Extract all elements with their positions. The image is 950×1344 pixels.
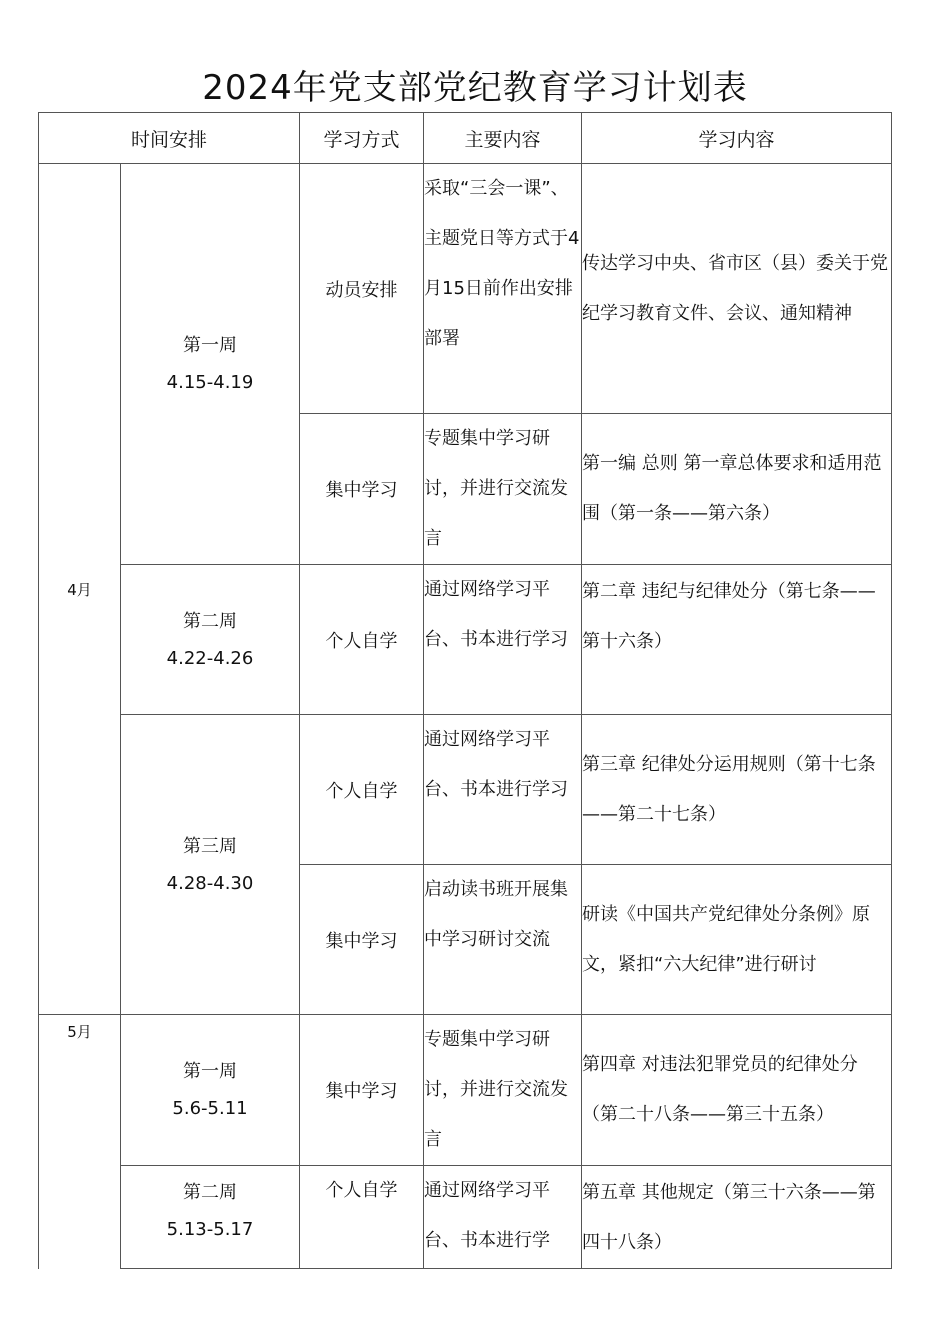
method-cell: 集中学习 (300, 1015, 424, 1166)
week-dates: 4.15-4.19 (166, 372, 254, 393)
header-method: 学习方式 (300, 113, 424, 164)
table-row (39, 1166, 892, 1269)
table-row (39, 164, 892, 414)
header-main: 主要内容 (424, 113, 582, 164)
main-content-cell: 启动读书班开展集中学习研讨交流 (424, 865, 582, 1015)
study-content-cell: 传达学习中央、省市区（县）委关于党纪学习教育文件、会议、通知精神 (582, 164, 892, 414)
month-april: 4月 (39, 164, 121, 1015)
week-cell (121, 164, 300, 565)
method-cell: 集中学习 (300, 865, 424, 1015)
document-title: 2024年党支部党纪教育学习计划表 (202, 68, 748, 108)
main-content-cell: 专题集中学习研讨，并进行交流发言 (424, 1015, 582, 1166)
main-content-cell: 通过网络学习平台、书本进行学习 (424, 715, 582, 865)
table-row (39, 565, 892, 715)
study-content-cell: 第五章 其他规定（第三十六条——第四十八条） (582, 1166, 892, 1269)
week-cell (121, 1166, 300, 1269)
month-may: 5月 (39, 1015, 121, 1269)
method-cell: 集中学习 (300, 414, 424, 565)
week-dates: 5.13-5.17 (166, 1219, 254, 1240)
method-cell: 个人自学 (300, 715, 424, 865)
week-name: 第一周 (183, 1061, 237, 1082)
week-dates: 4.22-4.26 (166, 647, 254, 669)
main-content-cell: 通过网络学习平台、书本进行学习 (424, 565, 582, 715)
study-content-cell: 第一编 总则 第一章总体要求和适用范围（第一条——第六条） (582, 414, 892, 565)
study-content-cell: 第四章 对违法犯罪党员的纪律处分（第二十八条——第三十五条） (582, 1015, 892, 1166)
study-content-cell: 第二章 违纪与纪律处分（第七条——第十六条） (582, 565, 892, 715)
table-row (39, 715, 892, 865)
week-dates: 4.28-4.30 (166, 872, 254, 894)
week-cell (121, 715, 300, 1015)
main-content-cell: 专题集中学习研讨，并进行交流发言 (424, 414, 582, 565)
main-content-cell: 采取“三会一课”、主题党日等方式于4月15日前作出安排部署 (424, 164, 582, 414)
week-cell (121, 565, 300, 715)
main-content-cell: 通过网络学习平台、书本进行学 (424, 1166, 582, 1269)
week-name: 第二周 (183, 1182, 237, 1203)
week-name: 第三周 (183, 835, 237, 857)
table-row (39, 1015, 892, 1166)
week-cell (121, 1015, 300, 1166)
study-plan-table (38, 112, 892, 1269)
header-row (39, 113, 892, 164)
header-time: 时间安排 (39, 113, 300, 164)
header-content: 学习内容 (582, 113, 892, 164)
method-cell: 动员安排 (300, 164, 424, 414)
week-name: 第二周 (183, 610, 237, 632)
week-dates: 5.6-5.11 (172, 1098, 248, 1119)
study-content-cell: 第三章 纪律处分运用规则（第十七条——第二十七条） (582, 715, 892, 865)
study-content-cell: 研读《中国共产党纪律处分条例》原文，紧扣“六大纪律”进行研讨 (582, 865, 892, 1015)
week-name: 第一周 (183, 335, 237, 356)
method-cell: 个人自学 (300, 565, 424, 715)
method-cell: 个人自学 (300, 1166, 424, 1269)
